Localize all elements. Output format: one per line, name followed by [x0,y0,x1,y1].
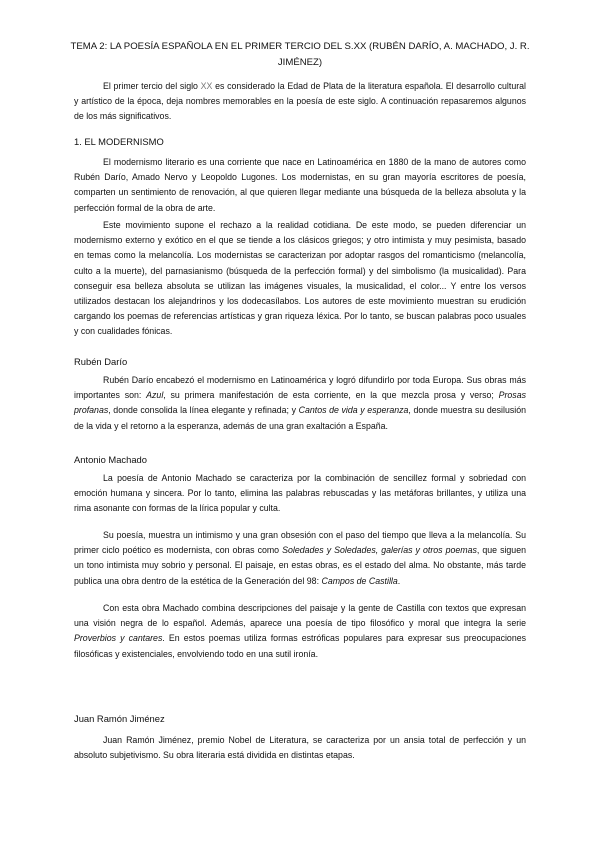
machado-paragraph-3 [74,601,526,662]
work-prosas-profanas: Prosas profanas [74,390,526,416]
subheading-ruben-dario: Rubén Darío [74,356,128,367]
dario-text-c: , donde consolida la línea elegante y refinada; y [108,405,299,416]
machado-p3-text-a: Con esta obra Machado combina descripciones del paisaje y la gente de Castilla con textos que expresan una visión negra de lo español. Además, aparece una poesía de tipo filosófico y moral que integra la serie [74,603,526,629]
intro-text-b: es considerado la Edad de Plata de la literatura española. El desarrollo cultural y artístico de la época, deja nombres memorables en la poesía de este siglo. A continuación repasaremos algunos de los más significativos. [74,81,526,122]
subheading-juan-ramon-jimenez: Juan Ramón Jiménez [74,713,165,724]
jimenez-paragraph: Juan Ramón Jiménez, premio Nobel de Literatura, se caracteriza por un ansia total de perfección y un absoluto subjetivismo. Su obra literaria está dividida en distintas etapas. [74,735,526,761]
dario-text-d: , donde muestra su desilusión de la vida y el retorno a la esperanza, además de una gran exaltación a España. [74,405,526,431]
subheading-antonio-machado: Antonio Machado [74,454,147,465]
machado-paragraph-1: La poesía de Antonio Machado se caracteriza por la combinación de sencillez formal y sobriedad con emoción humana y sincera. Por lo tanto, elimina las palabras rebuscadas y las metáforas brillantes, y utiliza una rima asonante con formas de la lírica popular y culta. [74,473,526,514]
machado-p2-text-c: . [397,575,401,586]
dario-text-a: Rubén Darío encabezó el modernismo en Latinoamérica y logró difundirlo por toda Europa. Sus obras más importantes son: [74,375,526,401]
document-title: TEMA 2: LA POESÍA ESPAÑOLA EN EL PRIMER TERCIO DEL S.XX (RUBÉN DARÍO, A. MACHADO, J. R. JIMÉNEZ) [70,41,530,68]
intro-century: XX [200,81,213,91]
dario-text-b: , su primera manifestación de esta corriente, en la que mezcla prosa y verso; [163,390,499,401]
work-azul: Azul [146,390,164,401]
intro-paragraph [74,79,526,125]
work-cantos-de-vida: Cantos de vida y esperanza [298,405,409,416]
modernismo-paragraph-1: El modernismo literario es una corriente que nace en Latinoamérica en 1880 de la mano de autores como Rubén Darío, Amado Nervo y Leopoldo Lugones. Los modernistas, en su gran mayoría escritores de poesía, comparten un sentimiento de renovación, al que quieren llegar mediante una búsqueda de la belleza absoluta y la perfección formal de la obra de arte. [74,157,526,213]
machado-p2-text-b: , que siguen un tono intimista muy sobrio y personal. El paisaje, en estas obras, es el estado del alma. No obstante, más tarde publica una obra dentro de la estética de la Generación del 98: [74,545,526,586]
work-proverbios-y-cantares: Proverbios y cantares [74,633,163,644]
work-campos-de-castilla: Campos de Castilla [321,575,398,586]
machado-p3-text-b: . En estos poemas utiliza formas estróficas populares para expresar sus preocupaciones filosóficas y existenciales, envolviendo todo en una sutil ironía. [74,633,526,659]
dario-paragraph [74,373,526,434]
intro-text-a: El primer tercio del siglo [103,81,201,91]
machado-p2-text-a: Su poesía, muestra un intimismo y una gran obsesión con el paso del tiempo que lleva a la melancolía. Su primer ciclo poético es modernista, con obras como [74,530,526,556]
machado-paragraph-2 [74,528,526,589]
section-heading-modernismo: 1. EL MODERNISMO [74,136,164,147]
work-soledades: Soledades y Soledades, galerías y otros poemas [282,545,477,556]
modernismo-paragraph-2: Este movimiento supone el rechazo a la realidad cotidiana. De este modo, se pueden diferenciar un modernismo externo y exótico en el que se tiende a los clásicos griegos; y otro intimista y muy pesimista, basado en temas como la melancolía. Los modernistas se caracterizan por adoptar rasgos del romanticismo (melancolía, culto a la muerte), del parnasianismo (búsqueda de la perfección formal) y del simbolismo (la musicalidad). Para conseguir esa belleza absoluta se utilizan las imágenes visuales, la musicalidad, el color... Y entre los versos utilizados destacan los alejandrinos y los dodecasílabos. Los autores de este movimiento muestran su erudición cargando los poemas de referencias artísticas y gran riqueza léxica. Por lo tanto, se buscan palabras poco usuales y con cualidades fónicas. [74,220,526,337]
